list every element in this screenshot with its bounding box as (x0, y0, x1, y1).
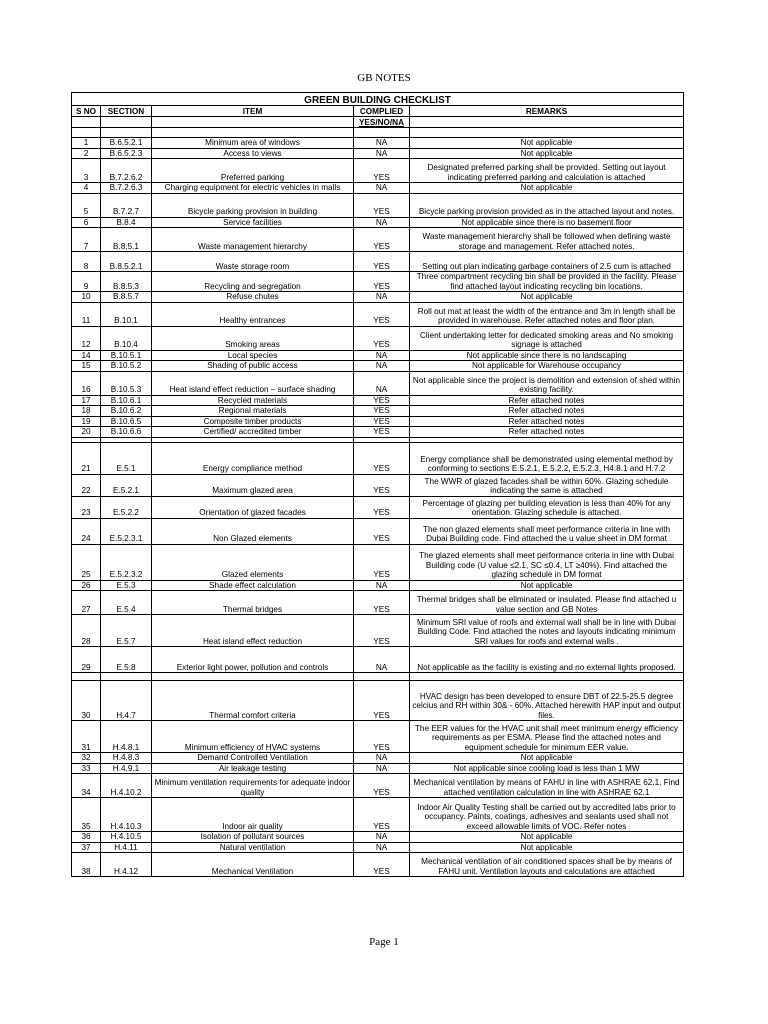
cell-item: Orientation of glazed facades (152, 496, 354, 518)
cell-sno: 6 (72, 217, 101, 228)
cell-sno: 9 (72, 272, 101, 292)
cell-complied: NA (354, 753, 410, 764)
cell-complied: YES (354, 798, 410, 832)
cell-remarks: Not applicable (410, 753, 684, 764)
cell-section: B.8.4 (101, 217, 152, 228)
cell-item: Glazed elements (152, 544, 354, 580)
cell-complied: NA (354, 350, 410, 361)
cell-sno: 31 (72, 721, 101, 753)
cell-item: Minimum efficiency of HVAC systems (152, 721, 354, 753)
cell-remarks: Not applicable (410, 292, 684, 303)
cell-item: Non Glazed elements (152, 518, 354, 544)
table-row (72, 647, 684, 673)
cell-complied: NA (354, 183, 410, 194)
cell-remarks: Waste management hierarchy shall be followed when defining waste storage and management. Refer attached notes. (410, 228, 684, 252)
cell-complied: NA (354, 138, 410, 149)
table-row (72, 292, 684, 303)
cell-sno: 22 (72, 474, 101, 496)
cell-section: H.4.8.1 (101, 721, 152, 753)
cell-item: Shading of public access (152, 361, 354, 372)
cell-complied: YES (354, 302, 410, 326)
cell-remarks: Mechanical ventilation of air conditioned spaces shall be by means of FAHU unit. Ventilation layouts and calculations are attached (410, 853, 684, 877)
cell-complied: NA (354, 217, 410, 228)
cell-sno: 27 (72, 591, 101, 615)
spacer-row (72, 673, 684, 681)
cell-complied: NA (354, 647, 410, 673)
cell-sno: 15 (72, 361, 101, 372)
cell-sno: 16 (72, 371, 101, 395)
cell-sno: 36 (72, 832, 101, 843)
cell-sno: 30 (72, 681, 101, 721)
cell-sno: 25 (72, 544, 101, 580)
cell-item: Maximum glazed area (152, 474, 354, 496)
table-row (72, 371, 684, 395)
spacer-row (72, 128, 684, 138)
cell-section: E.5.4 (101, 591, 152, 615)
table-title: GREEN BUILDING CHECKLIST (72, 93, 684, 106)
table-row (72, 774, 684, 798)
header-section: SECTION (101, 106, 152, 117)
table-row (72, 361, 684, 372)
cell-section: B.10.5.3 (101, 371, 152, 395)
cell-section: H.4.10.3 (101, 798, 152, 832)
green-building-checklist-table (71, 92, 684, 877)
cell-section: B.10.4 (101, 326, 152, 350)
table-row (72, 580, 684, 591)
cell-sno: 37 (72, 842, 101, 853)
cell-section: E.5.2.1 (101, 474, 152, 496)
cell-sno: 11 (72, 302, 101, 326)
cell-complied: YES (354, 427, 410, 438)
cell-sno: 2 (72, 148, 101, 159)
cell-item: Healthy entrances (152, 302, 354, 326)
cell-remarks: Setting out plan indicating garbage containers of 2.5 cum is attached (410, 252, 684, 272)
cell-remarks: Not applicable (410, 148, 684, 159)
cell-complied: YES (354, 681, 410, 721)
cell-item: Recycling and segregation (152, 272, 354, 292)
cell-remarks: Not applicable since the project is demolition and extension of shed within existing facility. (410, 371, 684, 395)
header-sno: S NO (72, 106, 101, 117)
cell-sno: 3 (72, 159, 101, 183)
cell-remarks: The WWR of glazed facades shall be within 60%. Glazing schedule indicating the same is attached (410, 474, 684, 496)
cell-complied: YES (354, 474, 410, 496)
cell-section: E.5.2.2 (101, 496, 152, 518)
cell-section: H.4.9.1 (101, 763, 152, 774)
cell-remarks: Percentage of glazing per building elevation is less than 40% for any orientation. Glazing schedule is attached. (410, 496, 684, 518)
cell-item: Natural ventilation (152, 842, 354, 853)
cell-remarks: Energy compliance shall be demonstrated using elemental method by conforming to sections E.5.2.1, E.5.2.2, E.5.2.3, H4.8.1 and H.7.2 (410, 442, 684, 474)
cell-sno: 28 (72, 615, 101, 647)
cell-complied: YES (354, 544, 410, 580)
cell-section: E.5.7 (101, 615, 152, 647)
cell-sno: 34 (72, 774, 101, 798)
table-row (72, 832, 684, 843)
table-row (72, 544, 684, 580)
cell-item: Air leakage testing (152, 763, 354, 774)
cell-sno: 1 (72, 138, 101, 149)
cell-item: Exterior light power, pollution and controls (152, 647, 354, 673)
cell-item: Minimum ventilation requirements for adequate indoor quality (152, 774, 354, 798)
header-complied-sub: YES/NO/NA (354, 117, 410, 128)
table-row (72, 591, 684, 615)
table-row (72, 159, 684, 183)
cell-sno: 38 (72, 853, 101, 877)
cell-complied: YES (354, 774, 410, 798)
cell-remarks: Mechanical ventilation by means of FAHU in line with ASHRAE 62.1. Find attached ventilation calculation in line with ASHRAE 62.1 (410, 774, 684, 798)
cell-item: Shade effect calculation (152, 580, 354, 591)
cell-item: Preferred parking (152, 159, 354, 183)
cell-complied: YES (354, 496, 410, 518)
cell-section: H.4.10.2 (101, 774, 152, 798)
table-row (72, 416, 684, 427)
cell-section: B.7.2.7 (101, 193, 152, 217)
cell-remarks: The non glazed elements shall meet performance criteria in line with Dubai Building code. Find attached the u value sheet in DM format (410, 518, 684, 544)
table-row (72, 350, 684, 361)
cell-sno: 33 (72, 763, 101, 774)
cell-section: B.10.1 (101, 302, 152, 326)
cell-remarks: Not applicable (410, 580, 684, 591)
cell-sno: 19 (72, 416, 101, 427)
cell-sno: 20 (72, 427, 101, 438)
cell-item: Local species (152, 350, 354, 361)
cell-item: Thermal comfort criteria (152, 681, 354, 721)
cell-sno: 32 (72, 753, 101, 764)
cell-sno: 4 (72, 183, 101, 194)
cell-item: Bicycle parking provision in building (152, 193, 354, 217)
table-row (72, 138, 684, 149)
cell-section: B.10.6.6 (101, 427, 152, 438)
cell-complied: NA (354, 371, 410, 395)
cell-item: Recycled materials (152, 395, 354, 406)
cell-remarks: Three compartment recycling bin shall be provided in the facility. Please find attached layout indicating recycling bin locations. (410, 272, 684, 292)
table-row (72, 615, 684, 647)
cell-item: Minimum area of windows (152, 138, 354, 149)
cell-complied: YES (354, 416, 410, 427)
cell-sno: 17 (72, 395, 101, 406)
cell-complied: YES (354, 326, 410, 350)
cell-section: H.4.7 (101, 681, 152, 721)
table-row (72, 272, 684, 292)
cell-sno: 21 (72, 442, 101, 474)
cell-item: Isolation of pollutant sources (152, 832, 354, 843)
cell-complied: NA (354, 832, 410, 843)
cell-remarks: Not applicable (410, 183, 684, 194)
cell-remarks: The EER values for the HVAC unit shall meet minimum energy efficiency requirements as per ESMA. Please find the attached notes and equipment schedule for minimum EER value. (410, 721, 684, 753)
cell-item: Demand Controlled Ventilation (152, 753, 354, 764)
table-row (72, 474, 684, 496)
cell-section: H.4.12 (101, 853, 152, 877)
cell-complied: YES (354, 853, 410, 877)
header-remarks: REMARKS (410, 106, 684, 117)
cell-item: Waste management hierarchy (152, 228, 354, 252)
cell-item: Mechanical Ventilation (152, 853, 354, 877)
cell-complied: YES (354, 193, 410, 217)
cell-complied: NA (354, 361, 410, 372)
cell-complied: YES (354, 591, 410, 615)
cell-item: Smoking areas (152, 326, 354, 350)
cell-remarks: Not applicable since there is no basement floor (410, 217, 684, 228)
cell-sno: 26 (72, 580, 101, 591)
cell-section: B.10.5.2 (101, 361, 152, 372)
table-row (72, 217, 684, 228)
cell-section: B.7.2.6.2 (101, 159, 152, 183)
cell-remarks: Refer attached notes (410, 395, 684, 406)
cell-section: B.7.2.6.3 (101, 183, 152, 194)
cell-remarks: Not applicable since cooling load is less than 1 MW (410, 763, 684, 774)
cell-complied: NA (354, 763, 410, 774)
cell-remarks: Roll out mat at least the width of the entrance and 3m in length shall be provided in warehouse. Refer attached notes and floor plan. (410, 302, 684, 326)
cell-complied: YES (354, 395, 410, 406)
cell-section: B.8.5.2.1 (101, 252, 152, 272)
cell-remarks: Minimum SRI value of roofs and external wall shall be in line with Dubai Building Code. Find attached the notes and layouts indicating minimum SRI values for roofs and external walls . (410, 615, 684, 647)
table-row (72, 228, 684, 252)
table-row (72, 753, 684, 764)
page-header: GB NOTES (357, 72, 411, 84)
cell-complied: NA (354, 292, 410, 303)
cell-section: E.5.2.3.2 (101, 544, 152, 580)
cell-complied: YES (354, 518, 410, 544)
cell-complied: YES (354, 272, 410, 292)
table-row (72, 183, 684, 194)
cell-complied: NA (354, 148, 410, 159)
cell-item: Service facilities (152, 217, 354, 228)
table-row (72, 193, 684, 217)
cell-sno: 14 (72, 350, 101, 361)
cell-remarks: Not applicable (410, 842, 684, 853)
cell-section: B.8.5.3 (101, 272, 152, 292)
cell-section: E.5.2.3.1 (101, 518, 152, 544)
cell-item: Access to views (152, 148, 354, 159)
cell-sno: 18 (72, 406, 101, 417)
cell-complied: YES (354, 159, 410, 183)
table-row (72, 395, 684, 406)
header-complied: COMPLIED (354, 106, 410, 117)
cell-remarks: HVAC design has been developed to ensure DBT of 22.5-25.5 degree celcius and RH within 30& - 60%. Attached herewith HAP input and output files. (410, 681, 684, 721)
cell-complied: YES (354, 721, 410, 753)
cell-sno: 8 (72, 252, 101, 272)
cell-remarks: Client undertaking letter for dedicated smoking areas and No smoking signage is attached (410, 326, 684, 350)
cell-item: Composite timber products (152, 416, 354, 427)
header-item: ITEM (152, 106, 354, 117)
cell-complied: YES (354, 615, 410, 647)
cell-sno: 7 (72, 228, 101, 252)
cell-sno: 29 (72, 647, 101, 673)
table-row (72, 326, 684, 350)
table-row (72, 148, 684, 159)
cell-section: B.10.6.2 (101, 406, 152, 417)
cell-remarks: Not applicable (410, 138, 684, 149)
cell-item: Heat island effect reduction (152, 615, 354, 647)
cell-section: B.8.5.1 (101, 228, 152, 252)
table-row (72, 406, 684, 417)
table-row (72, 721, 684, 753)
cell-complied: YES (354, 252, 410, 272)
cell-sno: 23 (72, 496, 101, 518)
cell-complied: YES (354, 442, 410, 474)
table-row (72, 442, 684, 474)
table-row (72, 798, 684, 832)
page-footer: Page 1 (369, 936, 399, 948)
table-row (72, 853, 684, 877)
header-row (72, 106, 684, 117)
cell-section: B.8.5.7 (101, 292, 152, 303)
cell-sno: 10 (72, 292, 101, 303)
cell-section: B.10.6.5 (101, 416, 152, 427)
cell-remarks: Refer attached notes (410, 416, 684, 427)
cell-item: Thermal bridges (152, 591, 354, 615)
cell-remarks: Refer attached notes (410, 406, 684, 417)
cell-section: E.5.3 (101, 580, 152, 591)
cell-remarks: Bicycle parking provision provided as in the attached layout and notes. (410, 193, 684, 217)
cell-remarks: Refer attached notes (410, 427, 684, 438)
table-row (72, 302, 684, 326)
cell-item: Certified/ accredited timber (152, 427, 354, 438)
cell-section: B.6.5.2.1 (101, 138, 152, 149)
cell-section: H.4.8.3 (101, 753, 152, 764)
header-subrow (72, 117, 684, 128)
table-row (72, 842, 684, 853)
cell-item: Heat island effect reduction – surface shading (152, 371, 354, 395)
table-row (72, 681, 684, 721)
table-row (72, 518, 684, 544)
table-row (72, 763, 684, 774)
cell-section: E.5.8 (101, 647, 152, 673)
cell-remarks: The glazed elements shall meet performance criteria in line with Dubai Building code (U value ≤2.1, SC ≤0.4, LT ≥40%). Find attached the glazing schedule in DM format (410, 544, 684, 580)
cell-remarks: Designated preferred parking shall be provided. Setting out layout indicating preferred parking and calculation is attached (410, 159, 684, 183)
cell-remarks: Not applicable (410, 832, 684, 843)
cell-section: H.4.10.5 (101, 832, 152, 843)
cell-item: Regional materials (152, 406, 354, 417)
cell-complied: NA (354, 842, 410, 853)
cell-remarks: Not applicable as the facility is existing and no external lights proposed. (410, 647, 684, 673)
cell-complied: YES (354, 406, 410, 417)
cell-section: H.4.11 (101, 842, 152, 853)
cell-section: B.10.6.1 (101, 395, 152, 406)
cell-sno: 12 (72, 326, 101, 350)
cell-section: B.10.5.1 (101, 350, 152, 361)
cell-remarks: Not applicable since there is no landscaping (410, 350, 684, 361)
cell-section: E.5.1 (101, 442, 152, 474)
cell-sno: 5 (72, 193, 101, 217)
cell-remarks: Indoor Air Quality Testing shall be carried out by accredited labs prior to occupancy. Paints, coatings, adhesives and sealants used shall not exceed allowable limits of VOC. Refer notes (410, 798, 684, 832)
cell-sno: 35 (72, 798, 101, 832)
cell-item: Refuse chutes (152, 292, 354, 303)
cell-item: Indoor air quality (152, 798, 354, 832)
cell-remarks: Not applicable for Warehouse occupancy (410, 361, 684, 372)
cell-remarks: Thermal bridges shall be eliminated or insulated. Please find attached u value section and GB Notes (410, 591, 684, 615)
cell-item: Energy compliance method (152, 442, 354, 474)
cell-complied: YES (354, 228, 410, 252)
table-row (72, 427, 684, 438)
cell-sno: 24 (72, 518, 101, 544)
table-row (72, 496, 684, 518)
cell-item: Waste storage room (152, 252, 354, 272)
table-row (72, 252, 684, 272)
cell-complied: NA (354, 580, 410, 591)
cell-section: B.6.5.2.3 (101, 148, 152, 159)
cell-item: Charging equipment for electric vehicles in malls (152, 183, 354, 194)
